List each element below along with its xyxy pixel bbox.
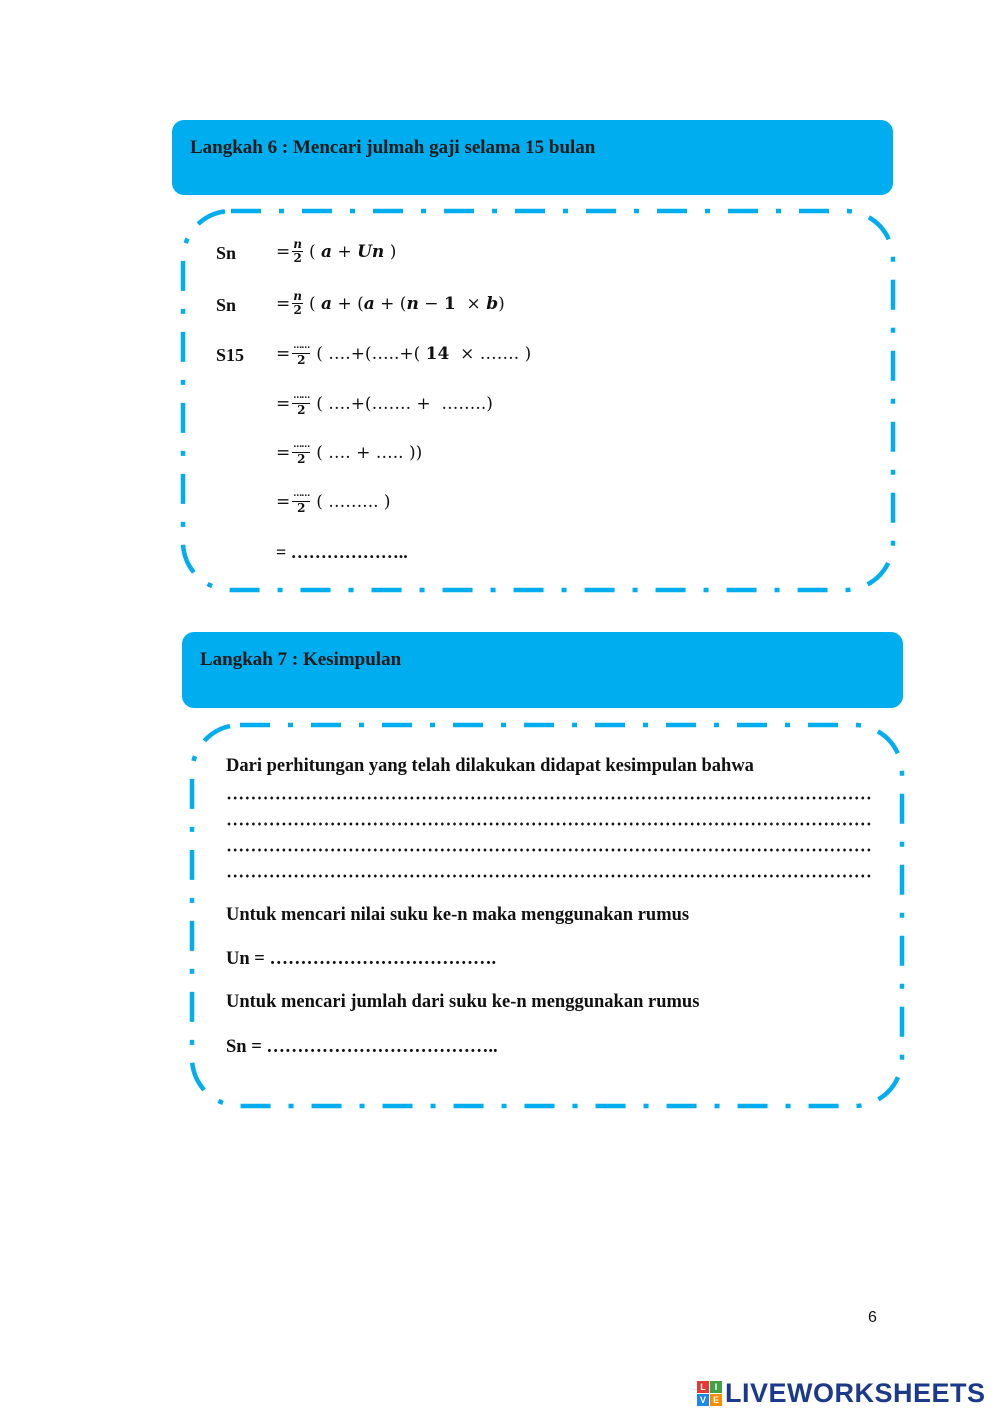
formula-row[interactable] [276,238,396,265]
formula-expression: ( ….+(…..+( 14 × ……. ) [316,343,532,364]
sn-formula-prompt: Untuk mencari jumlah dari suku ke-n menggunakan rumus [226,992,700,1012]
formula-expression: ( a + Un ) [308,241,397,262]
fraction: $\frac{n}{2}$ [293,237,302,265]
fraction: $\frac{n}{2}$ [293,289,302,317]
equals-sign: = [276,491,291,512]
sn-formula-answer[interactable]: Sn = ……………………………….. [226,1037,498,1057]
formula-row[interactable] [276,390,493,417]
formula-row[interactable] [276,290,505,317]
formula-expression: ( a + (a + (n − 1 × b) [308,293,505,314]
brand-name: LIVEWORKSHEETS [725,1378,986,1408]
equals-sign: = [276,293,291,314]
fraction: $\frac{\dots\dots}{2}$ [293,391,310,417]
formula-expression: ( ….+(……. + ……..) [316,393,493,414]
step7-title: Langkah 7 : Kesimpulan [200,649,402,670]
formula-row[interactable] [276,439,422,466]
fraction: $\frac{\dots\dots}{2}$ [293,440,310,466]
liveworksheets-logo-icon: L I V E [697,1381,722,1406]
equals-sign: = [276,442,291,463]
equals-sign: = [276,393,291,414]
un-formula-answer[interactable]: Un = ………………………………. [226,949,497,969]
page-number: 6 [868,1309,877,1326]
formula-row-label: S15 [216,345,245,365]
conclusion-answer-line-4[interactable] [226,872,871,880]
conclusion-intro: Dari perhitungan yang telah dilakukan didapat kesimpulan bahwa [226,756,754,776]
conclusion-answer-line-3[interactable] [226,846,871,854]
step6-final-answer[interactable]: = ……………….. [276,542,408,562]
step7-header [182,632,903,708]
formula-expression: ( ……... ) [316,491,391,512]
fraction: $\frac{\dots\dots}{2}$ [293,489,310,515]
equals-sign: = [276,241,291,262]
liveworksheets-logo [697,1378,986,1409]
conclusion-answer-line-1[interactable] [226,794,871,802]
formula-row-label: Sn [216,243,237,263]
conclusion-answer-line-2[interactable] [226,820,871,828]
formula-row-label: Sn [216,295,237,315]
formula-row[interactable] [276,340,531,367]
equals-sign: = [276,343,291,364]
step6-title: Langkah 6 : Mencari julmah gaji selama 15 bulan [190,137,596,158]
un-formula-prompt: Untuk mencari nilai suku ke-n maka menggunakan rumus [226,905,690,925]
formula-expression: ( …. + ….. )) [316,442,423,463]
fraction: $\frac{\dots\dots}{2}$ [293,341,310,367]
formula-row[interactable] [276,488,391,515]
